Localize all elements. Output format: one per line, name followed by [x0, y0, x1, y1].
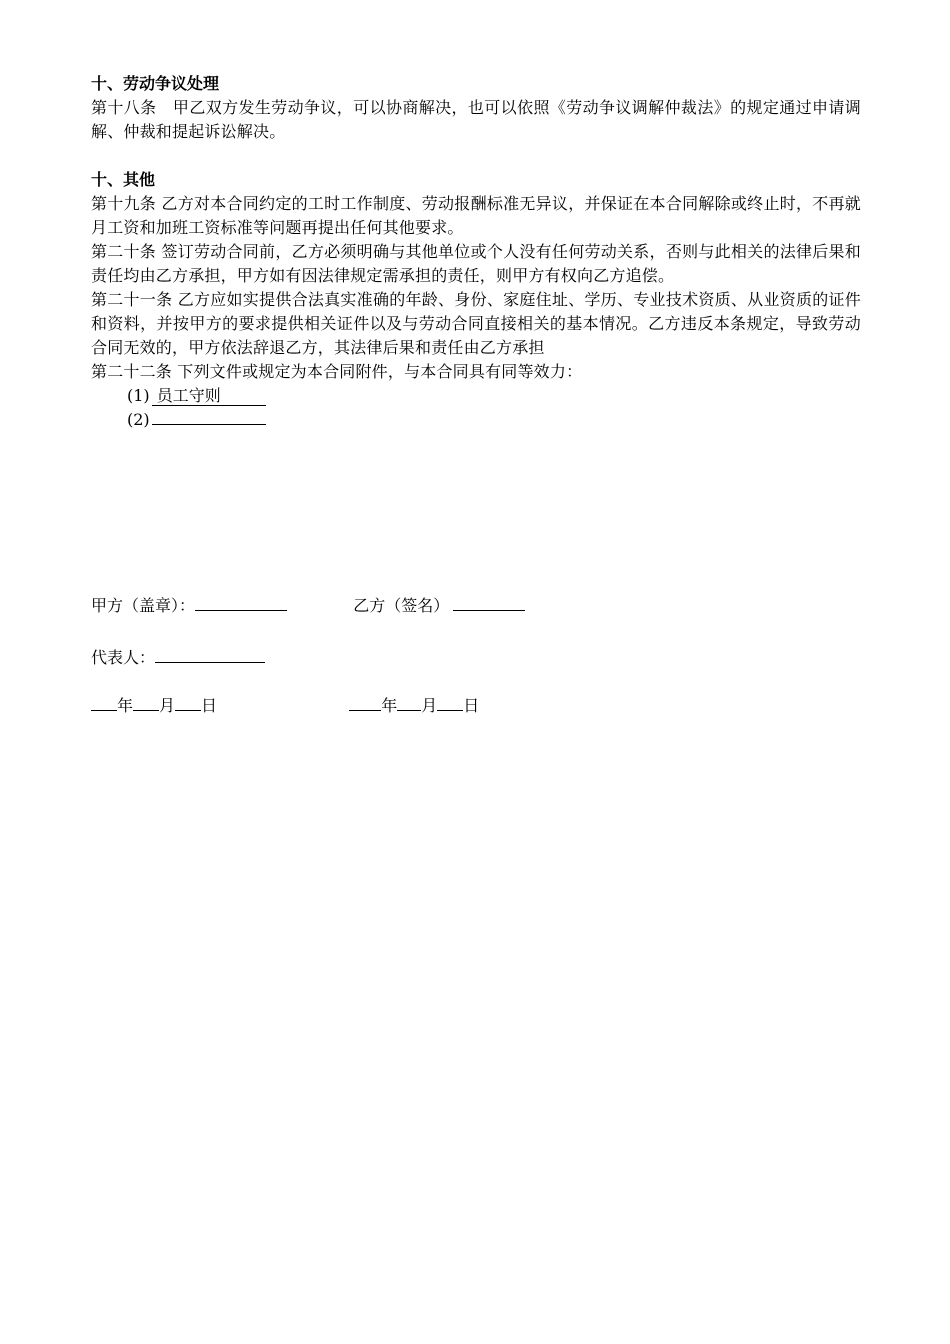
date-party-a: [91, 694, 217, 718]
year-label: 年: [117, 696, 134, 715]
day-label: 日: [463, 696, 480, 715]
article-20: 第二十条 签订劳动合同前，乙方必须明确与其他单位或个人没有任何劳动关系，否则与此相关的法律后果和责任均由乙方承担，甲方如有因法律规定需承担的责任，则甲方有权向乙方追偿。: [91, 242, 861, 285]
day-label: 日: [201, 696, 218, 715]
party-a-label: 甲方（盖章）：: [91, 596, 196, 615]
year-blank: [349, 694, 381, 711]
day-blank: [175, 694, 201, 711]
date-party-b: [349, 694, 479, 718]
section-heading-other: 十、其他: [91, 170, 156, 189]
month-blank: [133, 694, 159, 711]
article-21: 第二十一条 乙方应如实提供合法真实准确的年龄、身份、家庭住址、学历、专业技术资质、从业资质的证件和资料，并按甲方的要求提供相关证件以及与劳动合同直接相关的基本情况。乙方违反本条规定，导致劳动合同无效的，甲方依法辞退乙方，其法律后果和责任由乙方承担: [91, 290, 861, 357]
month-label: 月: [421, 696, 438, 715]
party-b-label: 乙方（签名）: [353, 596, 450, 615]
signature-row-dates: [91, 694, 479, 718]
year-blank: [91, 694, 117, 711]
article-18: 第十八条 甲乙双方发生劳动争议，可以协商解决，也可以依照《劳动争议调解仲裁法》的规定通过申请调解、仲裁和提起诉讼解决。: [91, 98, 861, 141]
signature-row-parties: [91, 594, 525, 618]
section-heading-dispute: 十、劳动争议处理: [91, 74, 220, 93]
signature-row-representative: [91, 646, 265, 670]
party-b-blank: [453, 594, 525, 611]
day-blank: [437, 694, 463, 711]
representative-label: 代表人：: [91, 648, 156, 667]
month-label: 月: [159, 696, 176, 715]
article-19: 第十九条 乙方对本合同约定的工时工作制度、劳动报酬标准无异议，并保证在本合同解除或终止时，不再就月工资和加班工资标准等问题再提出任何其他要求。: [91, 194, 861, 237]
party-a-blank: [195, 594, 287, 611]
month-blank: [397, 694, 421, 711]
attachment-item-1: [127, 384, 861, 408]
contract-page: [91, 72, 861, 432]
article-22: 第二十二条 下列文件或规定为本合同附件，与本合同具有同等效力：: [91, 362, 583, 381]
attachment-number: (1): [127, 386, 150, 405]
attachment-item-2: [127, 408, 861, 432]
attachment-number: (2): [127, 410, 150, 429]
attachment-field: [152, 424, 266, 425]
representative-blank: [155, 646, 265, 663]
attachment-field: 员工守则: [152, 387, 266, 406]
year-label: 年: [381, 696, 398, 715]
spacer: [91, 144, 861, 168]
